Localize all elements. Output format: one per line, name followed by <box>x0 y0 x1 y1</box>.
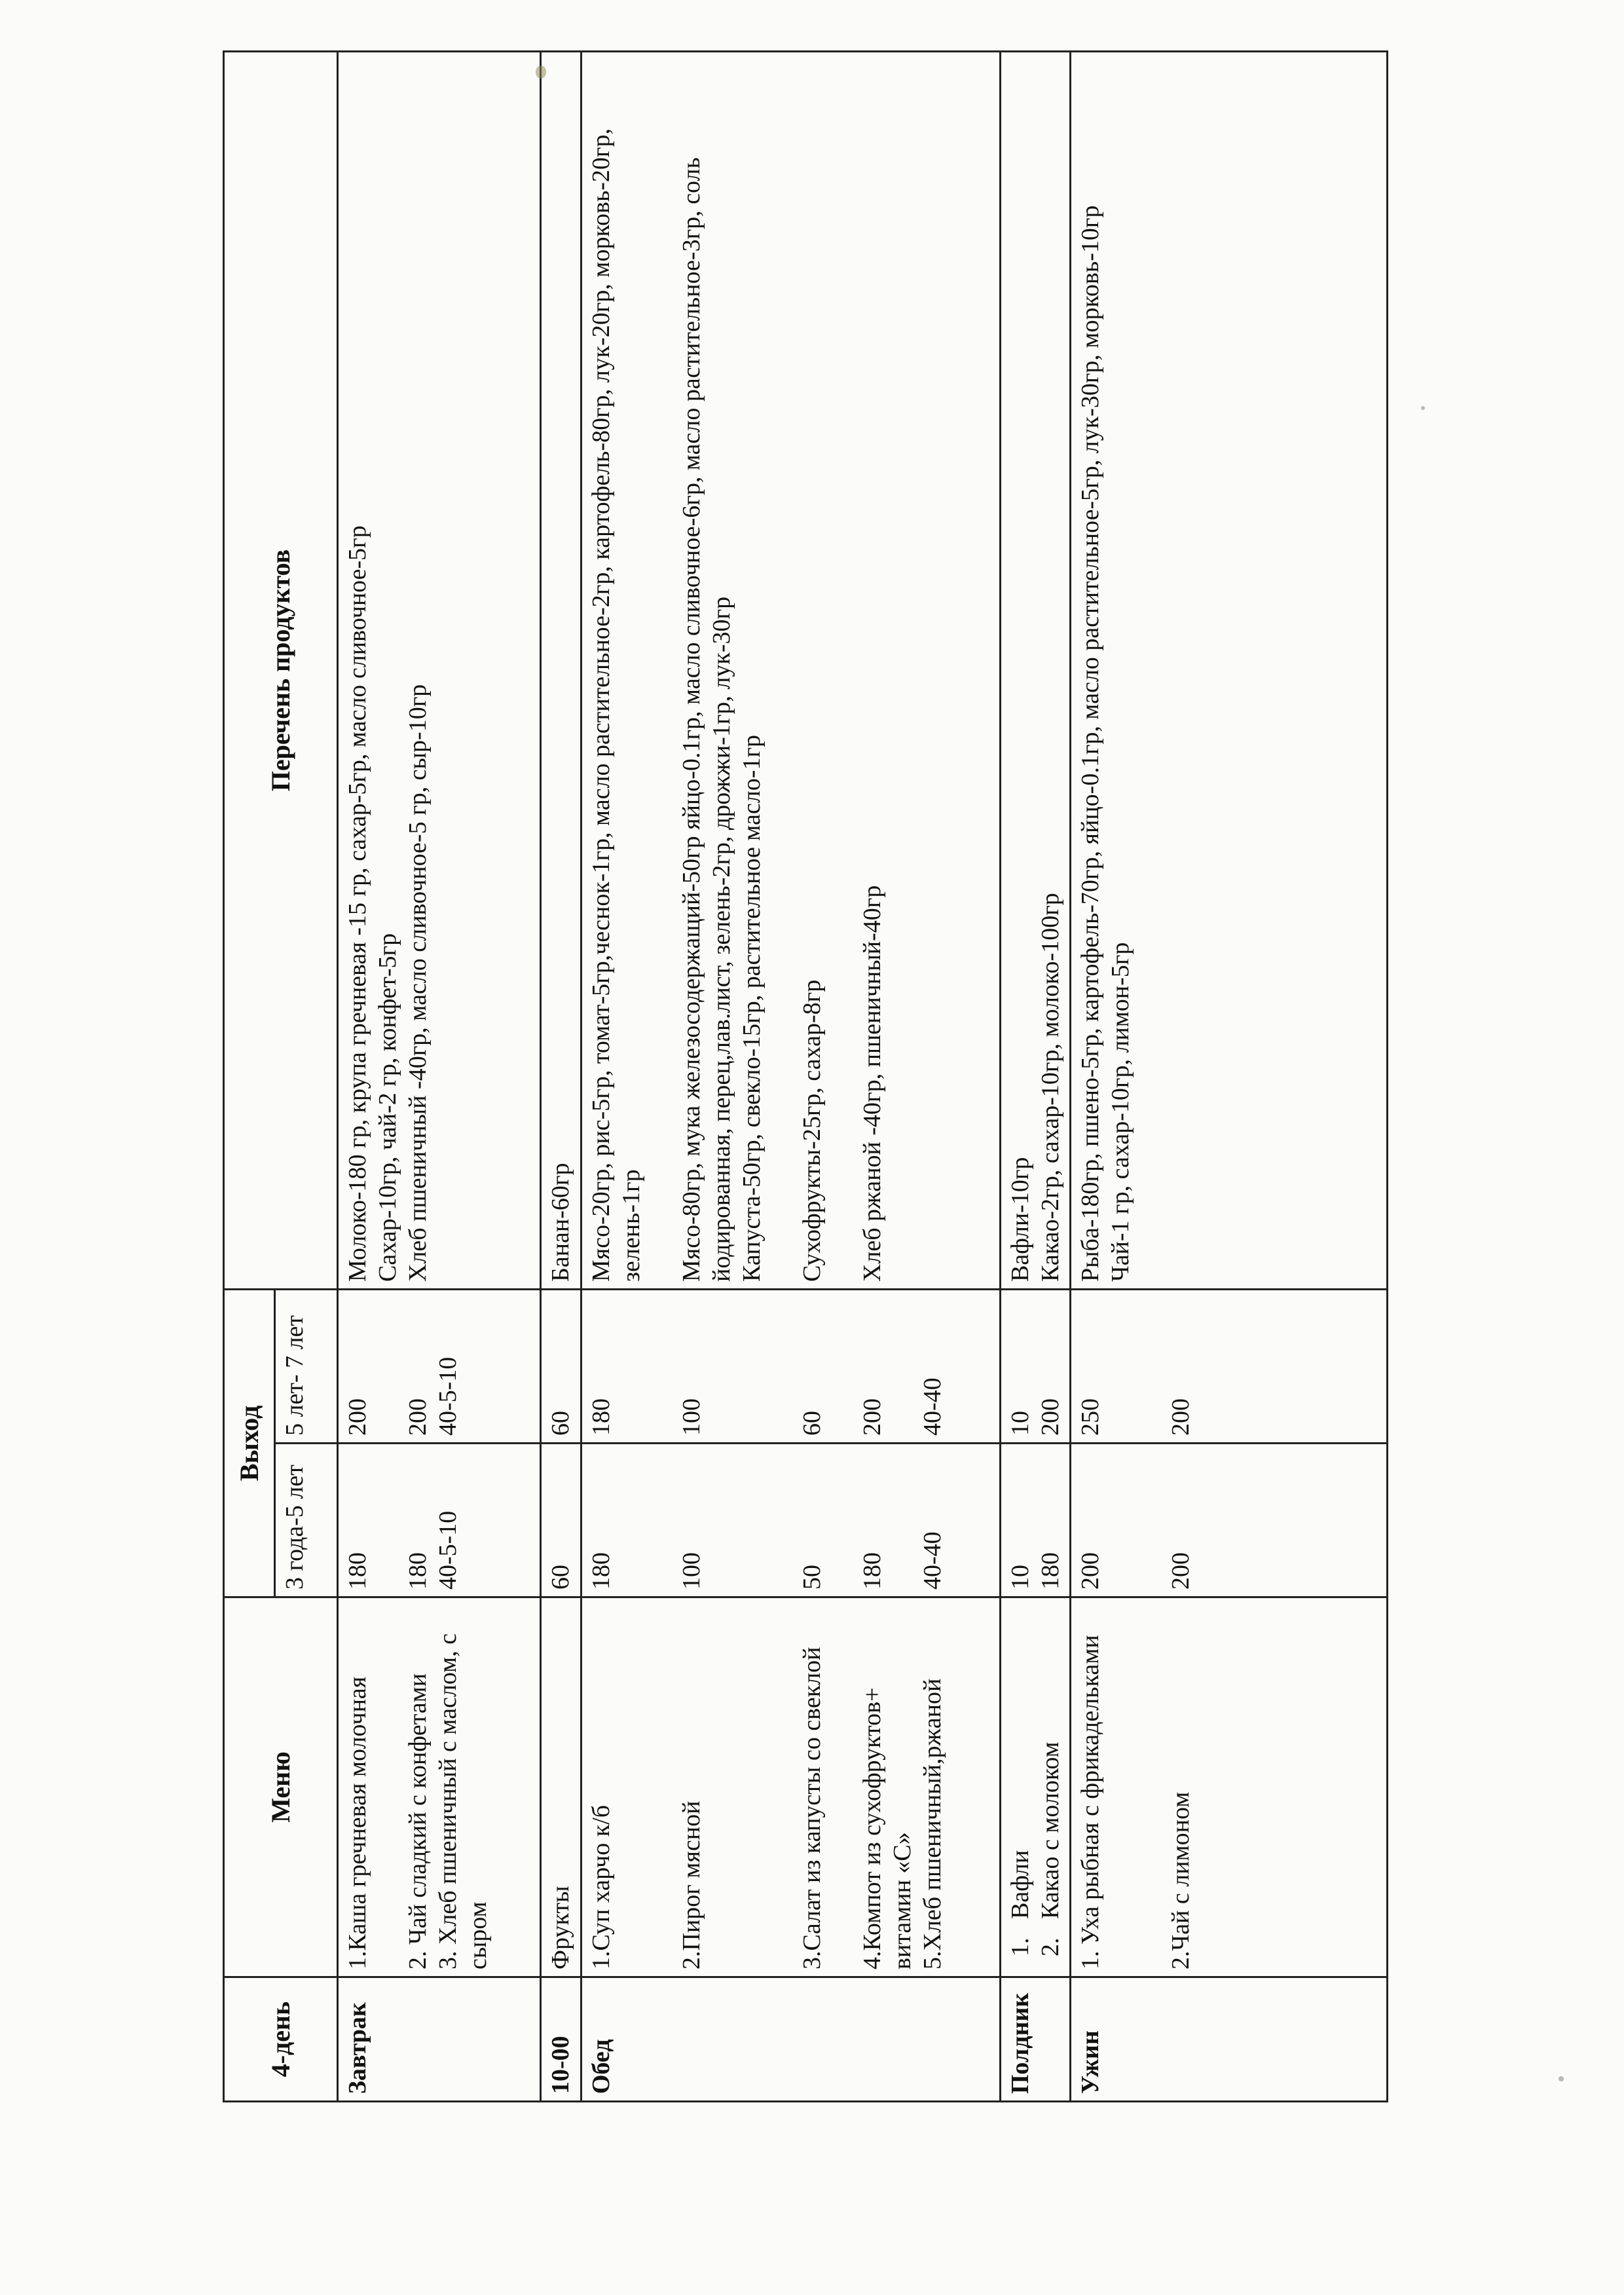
output-3-5: 60 <box>541 1444 581 1597</box>
header-age-3-5: 3 года-5 лет <box>275 1444 338 1597</box>
meal-label: Завтрак <box>338 1977 541 2102</box>
menu-table <box>223 50 1388 2102</box>
output-value: 200 <box>344 1398 371 1436</box>
output-value: 200 <box>1037 1398 1064 1436</box>
dish-label: Вафли <box>1006 1850 1034 1919</box>
output-value: 60 <box>798 1411 826 1436</box>
menu-dishes <box>1071 1597 1388 1977</box>
output-value: 50 <box>798 1565 826 1590</box>
dish: 4.Компот из сухофруктов+ витамин «С» <box>858 1687 916 1969</box>
output-5-7 <box>338 1290 541 1444</box>
header-day: 4-день <box>224 1977 338 2102</box>
row-dinner <box>1071 52 1388 2102</box>
output-value: 200 <box>858 1398 886 1436</box>
scan-speck <box>1559 2076 1564 2081</box>
output-3-5 <box>581 1444 1001 1597</box>
dish: 2.Чай с лимоном <box>1167 1791 1194 1969</box>
products-list <box>581 52 1001 1290</box>
product-line: Хлеб ржаной -40гр, пшеничный-40гр <box>858 885 886 1282</box>
menu-dishes: Фрукты <box>541 1597 581 1977</box>
header-menu: Меню <box>224 1597 338 1977</box>
output-value: 180 <box>404 1552 432 1590</box>
row-lunch <box>581 52 1001 2102</box>
meal-label: Ужин <box>1071 1977 1388 2102</box>
products-list <box>1071 52 1388 1290</box>
menu-dishes <box>581 1597 1001 1977</box>
dish: 2. Чай сладкий с конфетами <box>404 1673 432 1969</box>
product-line: Сахар-10гр, чай-2 гр, конфет-5гр <box>374 933 401 1282</box>
dish: 1. Уха рыбная с фрикадельками <box>1077 1635 1104 1969</box>
output-5-7 <box>1001 1290 1071 1444</box>
row-breakfast <box>338 52 541 2102</box>
dish: 1.Каша гречневая молочная <box>344 1676 371 1969</box>
output-value: 10 <box>1006 1411 1034 1436</box>
output-value: 250 <box>1077 1398 1104 1436</box>
product-line: Вафли-10гр <box>1006 1157 1034 1282</box>
output-value: 200 <box>404 1398 432 1436</box>
meal-label: 10-00 <box>541 1977 581 2102</box>
output-3-5 <box>1001 1444 1071 1597</box>
output-value: 100 <box>678 1552 705 1590</box>
dish: 2. Какао с молоком <box>1037 1742 1064 1956</box>
row-afternoon-snack <box>1001 52 1071 2102</box>
products-list: Банан-60гр <box>541 52 581 1290</box>
product-line: Молоко-180 гр, крупа гречневая -15 гр, сахар-5гр, масло сливочное-5гр <box>344 525 371 1282</box>
output-3-5 <box>1071 1444 1388 1597</box>
output-value: 200 <box>1077 1552 1104 1590</box>
products-list <box>338 52 541 1290</box>
meal-label: Полдник <box>1001 1977 1071 2102</box>
output-value: 100 <box>678 1398 705 1436</box>
output-value: 200 <box>1167 1552 1194 1590</box>
menu-dishes <box>338 1597 541 1977</box>
output-value: 40-40 <box>919 1531 946 1590</box>
output-value: 180 <box>587 1552 615 1590</box>
output-value: 10 <box>1006 1565 1034 1590</box>
output-value: 180 <box>858 1552 886 1590</box>
scan-speck <box>536 65 546 79</box>
product-line: Мясо-20гр, рис-5гр, томат-5гр,чеснок-1гр, масло растительное-2гр, картофель-80гр, лук-20гр, морковь-20гр, зелень-1гр <box>587 128 645 1282</box>
header-age-5-7: 5 лет- 7 лет <box>275 1290 338 1444</box>
output-value: 180 <box>587 1398 615 1436</box>
output-value: 200 <box>1167 1398 1194 1436</box>
rotated-page <box>223 52 1388 2102</box>
output-5-7 <box>1071 1290 1388 1444</box>
product-line: Хлеб пшеничный -40гр, масло сливочное-5 гр, сыр-10гр <box>404 684 432 1282</box>
menu-dishes <box>1001 1597 1071 1977</box>
header-output: Выход <box>224 1290 275 1597</box>
dish-label: Какао с молоком <box>1037 1742 1064 1919</box>
product-line: Сухофрукты-25гр, сахар-8гр <box>798 979 826 1282</box>
product-line: Мясо-80гр, мука железосодержащий-50гр яйцо-0.1гр, масло сливочное-6гр, масло растительное-3гр, соль йодированная, перец,лав.лист, зелень-2гр, дрожжи-1гр, лук-30гр <box>678 157 735 1282</box>
output-3-5 <box>338 1444 541 1597</box>
dish: 2.Пирог мясной <box>678 1801 705 1969</box>
row-snack <box>541 52 581 2102</box>
dish: 1. Вафли <box>1006 1850 1034 1956</box>
output-value: 40-5-10 <box>434 1510 462 1590</box>
output-5-7: 60 <box>541 1290 581 1444</box>
output-value: 180 <box>1037 1552 1064 1590</box>
output-value: 40-40 <box>919 1377 946 1436</box>
scan-speck <box>1421 406 1425 410</box>
dish: 1.Суп харчо к/б <box>587 1804 615 1969</box>
output-5-7 <box>581 1290 1001 1444</box>
dish: 3.Салат из капусты со свеклой <box>798 1647 826 1969</box>
meal-label: Обед <box>581 1977 1001 2102</box>
dish: 3. Хлеб пшеничный с маслом, с сыром <box>434 1633 492 1969</box>
product-line: Чай-1 гр, сахар-10гр, лимон-5гр <box>1107 942 1134 1282</box>
output-value: 180 <box>344 1552 371 1590</box>
products-list <box>1001 52 1071 1290</box>
product-line: Рыба-180гр, пшено-5гр, картофель-70гр, яйцо-0.1гр, масло растительное-5гр, лук-30гр, морковь-10гр <box>1077 205 1104 1282</box>
header-products: Перечень продуктов <box>224 52 338 1290</box>
product-line: Какао-2гр, сахар-10гр, молоко-100гр <box>1037 893 1064 1282</box>
dish: 5.Хлеб пшеничный,ржаной <box>919 1678 946 1969</box>
output-value: 40-5-10 <box>434 1356 462 1436</box>
product-line: Капуста-50гр, свекло-15гр, растительное масло-1гр <box>738 734 766 1282</box>
